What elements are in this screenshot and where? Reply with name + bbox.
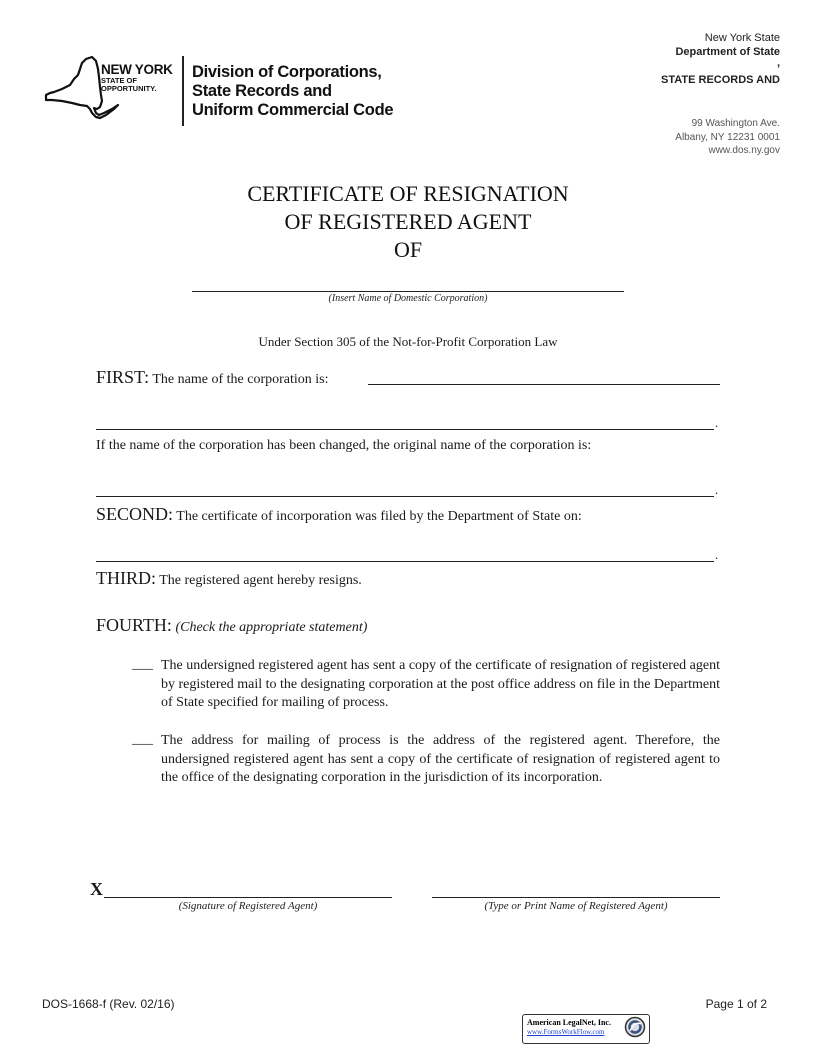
signature-caption: (Signature of Registered Agent) [178,900,318,912]
option-2-text: The address for mailing of process is the address of the registered agent. Therefore, the undersigned registered agent has sent a copy of the certificate of resignation of registered agent to the office of the designating corporation in the jurisdiction of its incorporation. [161,733,720,785]
statute-reference: Under Section 305 of the Not-for-Profit Corporation Law [258,334,558,349]
division-line-1: Division of Corporations, [192,63,382,81]
third-section [96,568,362,589]
badge-company: American LegalNet, Inc. [527,1018,611,1027]
division-line-2: State Records and [192,82,332,100]
ny-logo-wordmark [101,63,173,93]
line-end-dot: . [715,482,719,497]
corporation-name-input-line-2[interactable] [96,429,714,430]
second-section [96,504,582,525]
tick-mark: , [776,57,780,69]
printed-name-caption: (Type or Print Name of Registered Agent) [484,900,668,912]
printed-name-field[interactable] [432,897,720,898]
second-text: The certificate of incorporation was filed by the Department of State on: [176,509,582,524]
corporation-name-input[interactable] [368,384,720,385]
line-end-dot: . [715,547,719,562]
state-department-block [661,31,780,87]
logo-new-york: NEW YORK [101,62,173,77]
globe-icon [624,1016,646,1038]
corporation-name-caption: (Insert Name of Domestic Corporation) [328,293,488,304]
street-address: 99 Washington Ave. [691,118,780,129]
third-label: THIRD: [96,568,156,588]
form-id: DOS-1668-f (Rev. 02/16) [42,997,175,1011]
website: www.dos.ny.gov [708,145,780,156]
title-line-2: OF REGISTERED AGENT [284,209,532,234]
first-label: FIRST: [96,367,150,387]
fourth-label: FOURTH: [96,615,172,635]
option-2-checkbox[interactable]: ___ [132,732,153,747]
original-name-input[interactable] [96,496,714,497]
logo-opportunity: OPPORTUNITY. [101,84,157,93]
third-text: The registered agent hereby resigns. [159,573,362,588]
corporation-name-field[interactable] [192,291,624,292]
title-line-3: OF [393,237,423,262]
address-block [675,117,780,158]
department-name: Department of State [675,46,780,58]
name-changed-text: If the name of the corporation has been changed, the original name of the corporation is: [96,438,592,453]
filing-date-input[interactable] [96,561,714,562]
state-name: New York State [704,32,780,44]
division-name [192,63,393,120]
state-records-label: STATE RECORDS AND [661,74,780,86]
option-1-text: The undersigned registered agent has sent a copy of the certificate of resignation of registered agent by registered mail to the designating corporation at the post office address on file in the Department of State specified for mailing of process. [161,658,720,710]
document-title [0,180,816,264]
second-label: SECOND: [96,504,174,524]
fourth-instruction: (Check the appropriate statement) [175,620,368,635]
line-end-dot: . [715,415,719,430]
city-address: Albany, NY 12231 0001 [675,131,780,143]
first-text: The name of the corporation is: [152,372,329,387]
first-section [96,367,328,388]
header-divider [182,56,184,126]
signature-field[interactable] [104,897,392,898]
title-line-1: CERTIFICATE OF RESIGNATION [247,181,569,206]
logo-state-of: STATE OF [101,76,137,85]
fourth-section [96,615,367,636]
division-line-3: Uniform Commercial Code [192,101,394,119]
signature-x-mark: X [90,879,103,899]
page-number: Page 1 of 2 [705,997,767,1011]
option-1-checkbox[interactable]: ___ [132,657,153,672]
badge-link[interactable]: www.FormsWorkFlow.com [527,1028,605,1036]
